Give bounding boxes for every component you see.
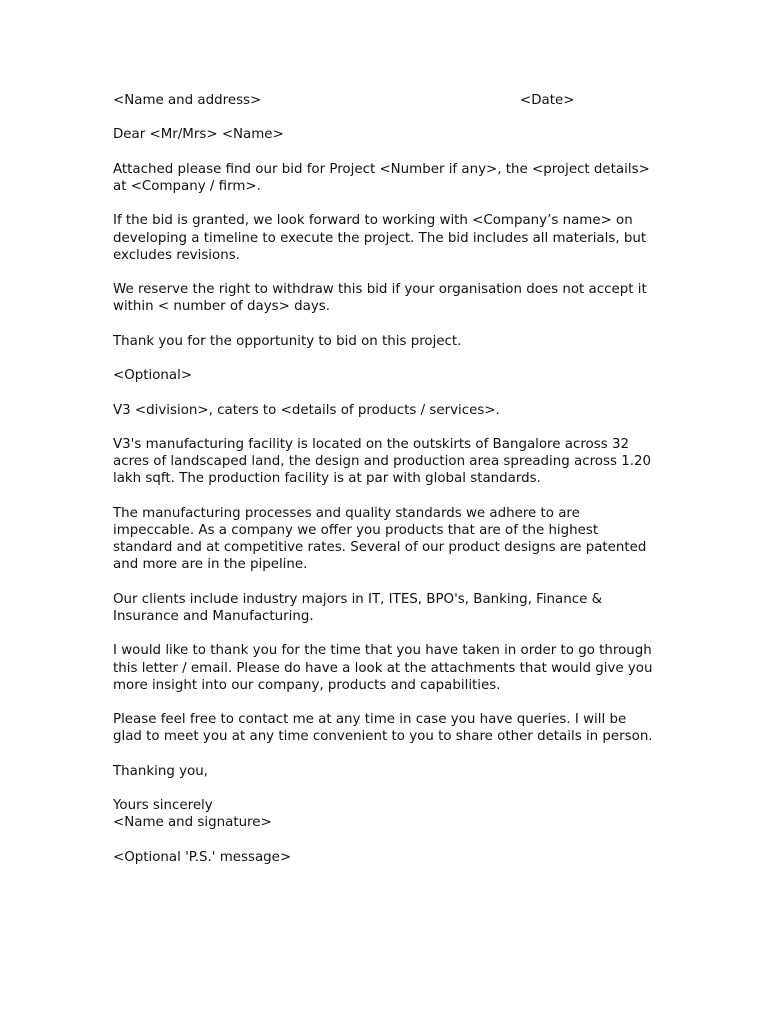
postscript: <Optional 'P.S.' message> bbox=[113, 849, 292, 865]
paragraph-facility: V3's manufacturing facility is located on the outskirts of Bangalore across 32 acres of landscaped land, the design and production area spreading across 1.20 lakh sqft. The production facility is at par with global standards. bbox=[113, 436, 652, 487]
paragraph-attachments: I would like to thank you for the time that you have taken in order to go through this letter / email. Please do have a look at the attachments that would give you more insight into our company, products and capabilities. bbox=[113, 643, 653, 693]
paragraph-division: V3 <division>, caters to <details of products / services>. bbox=[113, 402, 500, 418]
letter-body bbox=[113, 92, 658, 883]
closing-block bbox=[113, 797, 658, 831]
paragraph-bid-attached: Attached please find our bid for Project <Number if any>, the <project details> at <Company / firm>. bbox=[113, 161, 650, 194]
letter-date: <Date> bbox=[520, 93, 575, 108]
name-and-address: <Name and address> bbox=[113, 93, 262, 108]
closing-signature: <Name and signature> bbox=[113, 815, 272, 831]
paragraph-contact: Please feel free to contact me at any time in case you have queries. I will be glad to meet you at any time convenient to you to share other details in person. bbox=[113, 712, 653, 745]
paragraph-withdraw-right: We reserve the right to withdraw this bid if your organisation does not accept it within < number of days> days. bbox=[113, 282, 647, 315]
paragraph-clients: Our clients include industry majors in IT, ITES, BPO's, Banking, Finance & Insurance and Manufacturing. bbox=[113, 591, 603, 624]
salutation: Dear <Mr/Mrs> <Name> bbox=[113, 127, 284, 143]
letter-header bbox=[113, 92, 658, 109]
paragraph-thank-you: Thank you for the opportunity to bid on this project. bbox=[113, 333, 462, 349]
closing-thanking: Thanking you, bbox=[113, 763, 208, 779]
paragraph-bid-granted: If the bid is granted, we look forward to working with <Company’s name> on developing a timeline to execute the project. The bid includes all materials, but excludes revisions. bbox=[113, 213, 647, 263]
closing-sincerely: Yours sincerely bbox=[113, 798, 213, 814]
paragraph-quality: The manufacturing processes and quality standards we adhere to are impeccable. As a company we offer you products that are of the highest standard and at competitive rates. Several of our product designs are patented and more are in the pipeline. bbox=[113, 505, 647, 573]
paragraph-optional: <Optional> bbox=[113, 368, 193, 384]
